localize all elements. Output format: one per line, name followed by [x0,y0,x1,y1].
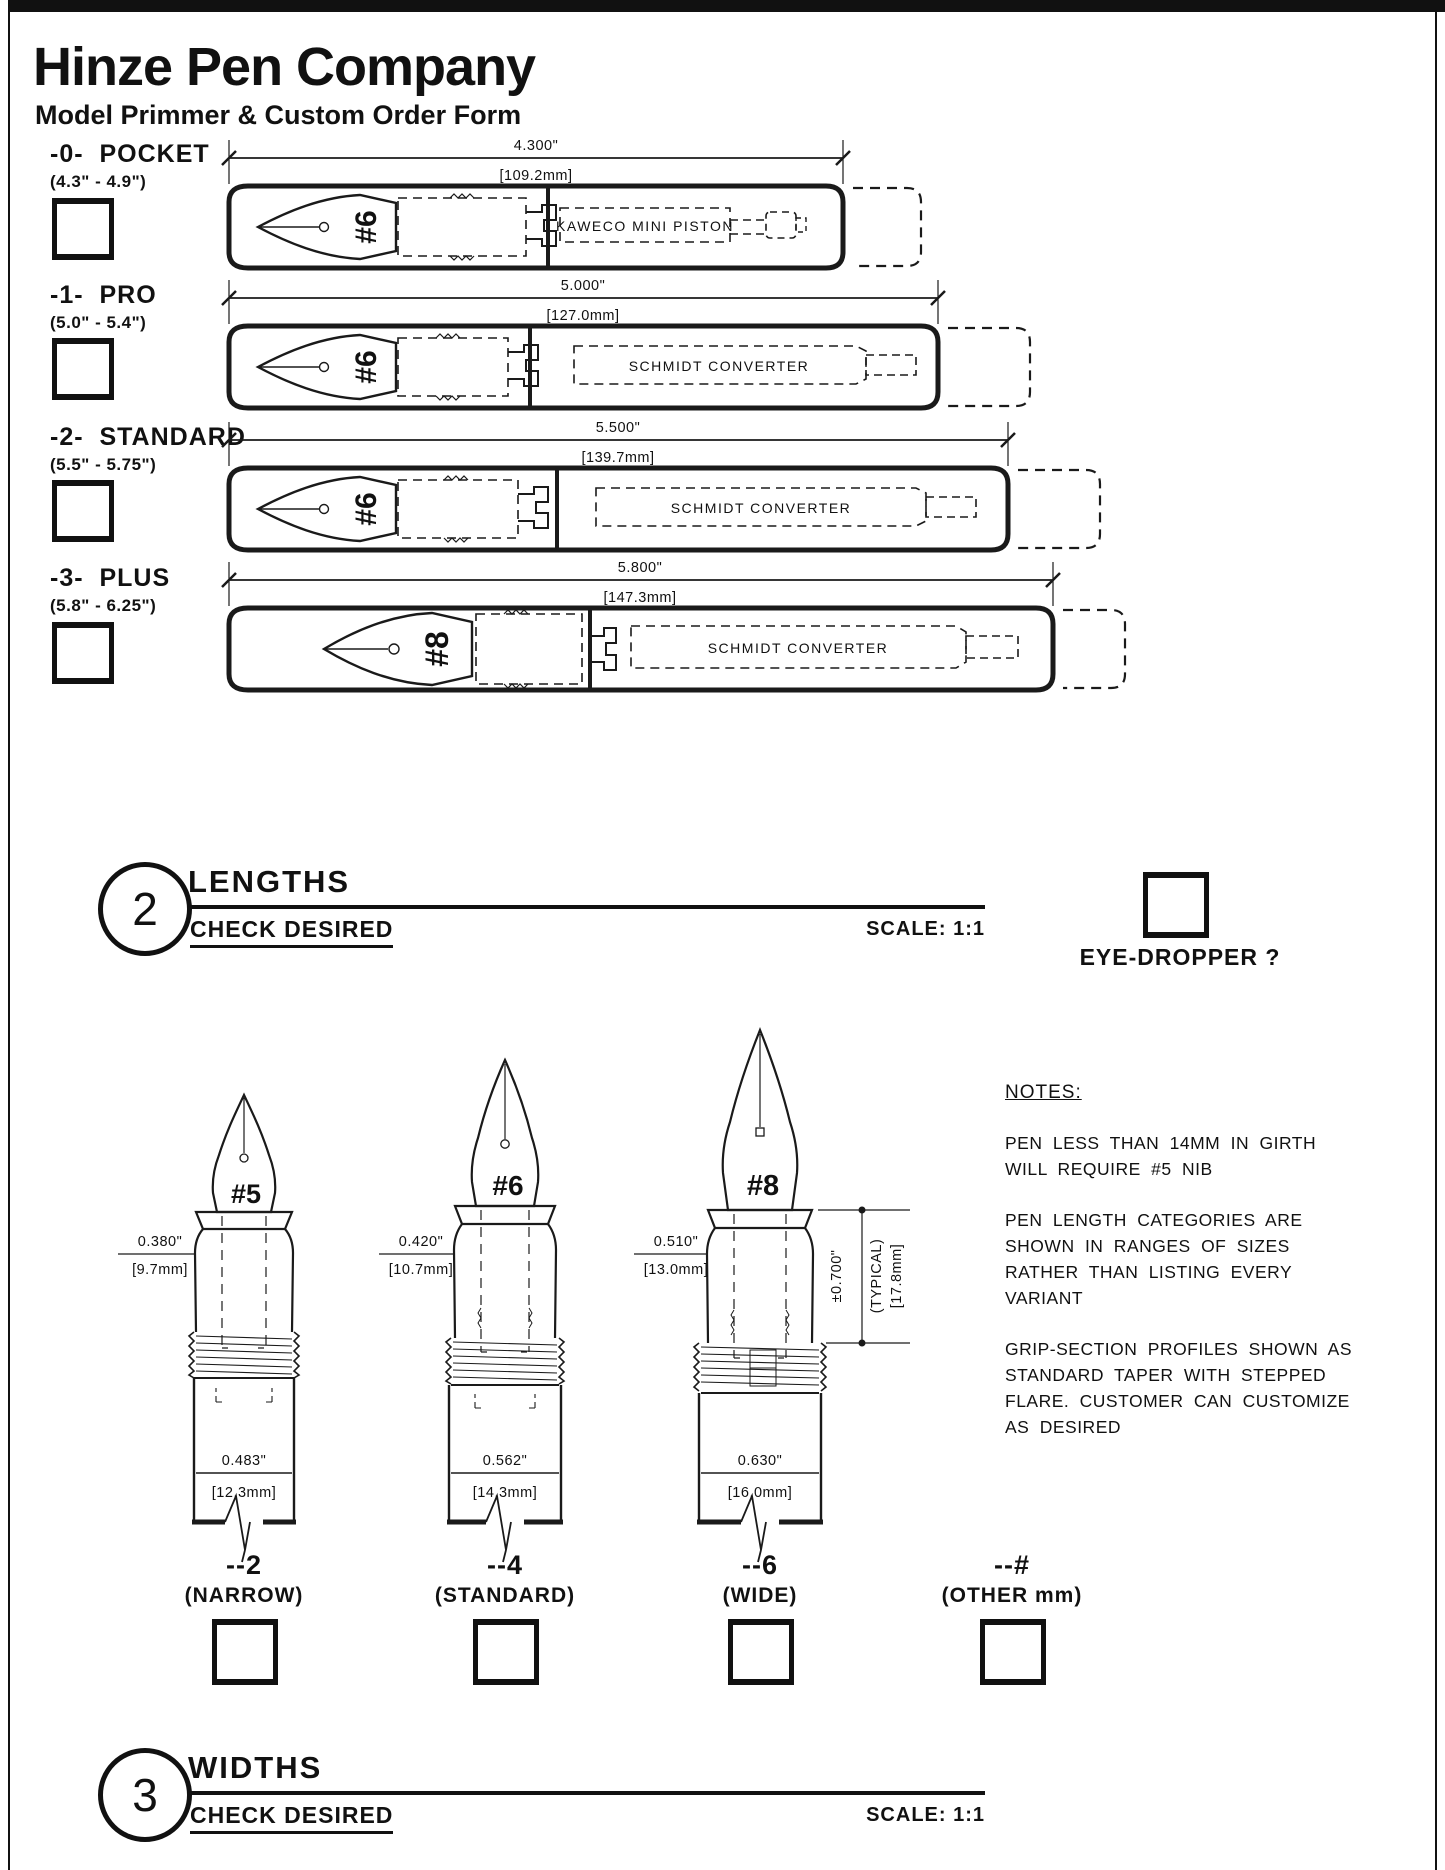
standard-length-mm: [139.7mm] [581,450,655,466]
pro-checkbox[interactable] [52,338,114,400]
section-3-rule [190,1791,985,1795]
lengths-section-title: LENGTHS [188,864,351,899]
length-option-pocket-range: (4.3" - 4.9") [50,172,147,191]
pocket-length-inches: 4.300" [513,138,559,154]
nib5-section-dia-inches: 0.380" [137,1234,183,1250]
length-option-standard-range: (5.5" - 5.75") [50,455,157,474]
width-option-other-code: --# [994,1550,1030,1580]
standard-checkbox[interactable] [52,480,114,542]
nib6-section-dia-mm: [10.7mm] [388,1262,454,1278]
nib8-barrel-dia-mm: [16.0mm] [727,1485,793,1501]
plus-filling-system-label: SCHMIDT CONVERTER [707,640,889,656]
standard-nib-size-label: #6 [350,492,383,526]
pocket-checkbox[interactable] [52,198,114,260]
length-option-plus-range: (5.8" - 6.25") [50,596,157,615]
section-2-rule [190,905,985,909]
nib5-barrel-dia-inches: 0.483" [221,1453,267,1469]
standard-length-inches: 5.500" [595,420,641,436]
pro-length-mm: [127.0mm] [546,308,620,324]
section-2-number-circle [98,862,192,956]
pro-pen-drawing [226,274,1046,434]
nib6-section-dia-inches: 0.420" [398,1234,444,1250]
standard-filling-system-label: SCHMIDT CONVERTER [670,500,852,516]
other-width-checkbox[interactable] [980,1619,1046,1685]
top-border [8,0,1445,12]
length-option-pocket-label: -0- POCKET [50,140,210,168]
width-option-standard-code: --4 [487,1550,523,1580]
width-option-wide-code: --6 [742,1550,778,1580]
plus-nib-size-label: #8 [419,631,455,667]
pocket-length-mm: [109.2mm] [499,168,573,184]
pocket-nib-size-label: #6 [350,210,383,244]
plus-checkbox[interactable] [52,622,114,684]
nib8-section-length-mm: [17.8mm] [889,1243,905,1309]
plus-pen-drawing [226,556,1136,716]
note-item: PEN LENGTH CATEGORIES ARE SHOWN IN RANGES OF SIZES RATHER THAN LISTING EVERY VARIANT [1005,1209,1303,1309]
pro-filling-system-label: SCHMIDT CONVERTER [628,358,810,374]
note-item: PEN LESS THAN 14MM IN GIRTH WILL REQUIRE #5 NIB [1005,1133,1317,1180]
note-item: GRIP-SECTION PROFILES SHOWN AS STANDARD TAPER WITH STEPPED FLARE. CUSTOMER CAN CUSTOMIZE AS DESIRED [1005,1338,1352,1438]
page-subtitle: Model Primmer & Custom Order Form [35,100,522,130]
narrow-checkbox[interactable] [212,1619,278,1685]
pocket-pen-drawing [226,134,946,294]
plus-length-mm: [147.3mm] [603,590,677,606]
lengths-check-desired-label: CHECK DESIRED [190,916,393,948]
width-option-wide-name: (WIDE) [722,1584,798,1607]
nib5-size-label: #5 [230,1179,262,1209]
nib5-section-dia-mm: [9.7mm] [132,1262,188,1278]
widths-check-desired-label: CHECK DESIRED [190,1802,393,1834]
standard-pen-drawing [226,416,1116,576]
nib8-section-length-note: (TYPICAL) [869,1238,885,1314]
width-option-narrow-code: --2 [226,1550,262,1580]
nib6-barrel-dia-mm: [14.3mm] [472,1485,538,1501]
nib6-size-label: #6 [492,1170,524,1201]
pro-length-inches: 5.000" [560,278,606,294]
nib6-barrel-dia-inches: 0.562" [482,1453,528,1469]
length-option-plus-label: -3- PLUS [50,564,171,592]
length-option-pro-label: -1- PRO [50,281,157,309]
pocket-filling-system-label: KAWECO MINI PISTON [556,218,734,234]
pro-nib-size-label: #6 [350,350,383,384]
nib8-drawing [600,1010,1020,1570]
width-option-other-name: (OTHER mm) [941,1584,1083,1607]
section-2-number: 2 [132,883,158,935]
length-option-standard-label: -2- STANDARD [50,423,246,451]
nib8-size-label: #8 [746,1170,780,1202]
eyedropper-checkbox[interactable] [1143,872,1209,938]
right-border [1435,0,1437,1870]
length-option-pro-range: (5.0" - 5.4") [50,313,147,332]
section-3-number: 3 [132,1769,158,1821]
wide-checkbox[interactable] [728,1619,794,1685]
nib8-barrel-dia-inches: 0.630" [737,1453,783,1469]
eyedropper-label: EYE-DROPPER ? [1079,944,1281,970]
left-border [8,0,10,1870]
plus-length-inches: 5.800" [617,560,663,576]
width-option-standard-name: (STANDARD) [434,1584,576,1607]
width-option-narrow-name: (NARROW) [184,1584,304,1607]
notes-block [1005,1082,1357,1465]
nib8-section-length-inches: ±0.700" [829,1249,845,1303]
page-title: Hinze Pen Company [33,37,536,97]
notes-title: NOTES: [1005,1082,1082,1103]
nib8-section-dia-inches: 0.510" [653,1234,699,1250]
standard-width-checkbox[interactable] [473,1619,539,1685]
widths-section-title: WIDTHS [188,1750,323,1785]
lengths-scale-label: SCALE: 1:1 [866,918,985,940]
widths-scale-label: SCALE: 1:1 [866,1804,985,1826]
nib8-section-dia-mm: [13.0mm] [643,1262,709,1278]
section-3-number-circle [98,1748,192,1842]
nib5-barrel-dia-mm: [12.3mm] [211,1485,277,1501]
